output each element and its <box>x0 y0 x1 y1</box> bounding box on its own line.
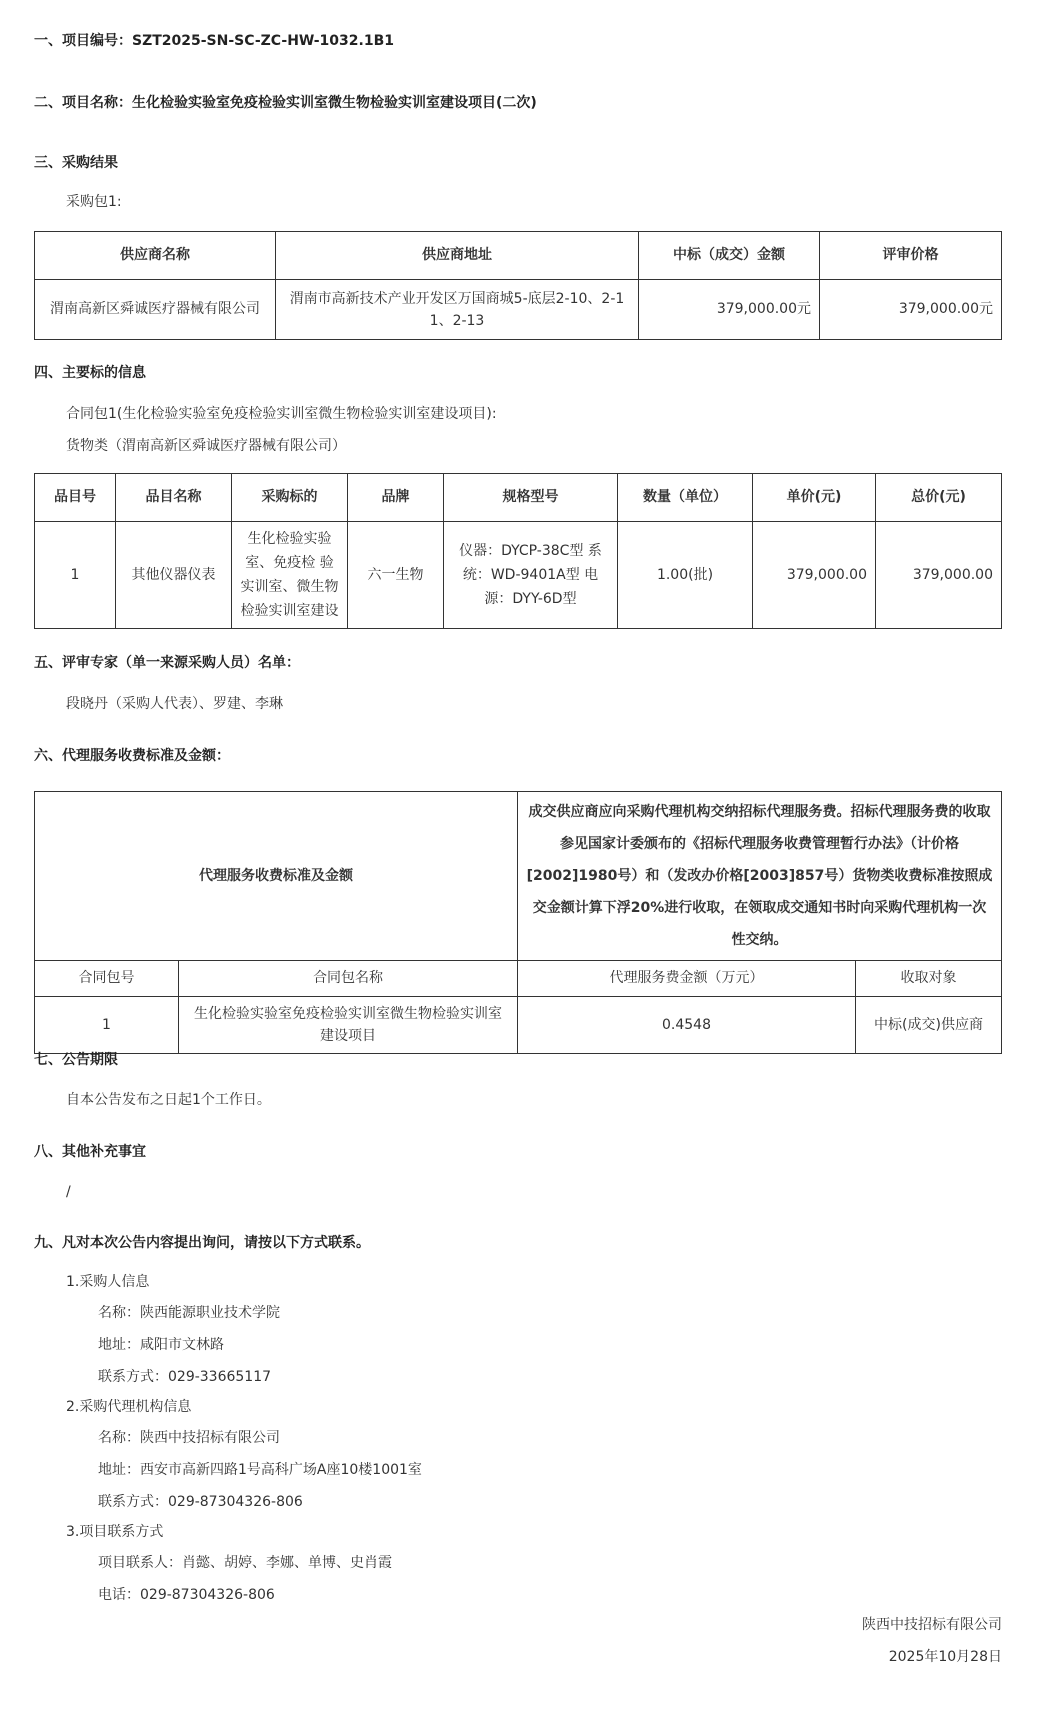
header-award-amount: 中标（成交）金额 <box>639 232 820 280</box>
header-spec: 规格型号 <box>444 474 618 522</box>
package-label: 采购包1: <box>66 194 122 210</box>
project-number-value: SZT2025-SN-SC-ZC-HW-1032.1B1 <box>132 33 394 49</box>
project-number-label: 一、项目编号： <box>34 33 132 49</box>
section7-title: 七、公告期限 <box>34 1052 118 1068</box>
header-contract-no: 合同包号 <box>35 961 179 997</box>
header-item-name: 品目名称 <box>116 474 232 522</box>
project-contact-phone: 电话：029-87304326-806 <box>98 1587 275 1603</box>
section3-title: 三、采购结果 <box>34 155 118 171</box>
header-contract-name: 合同包名称 <box>179 961 518 997</box>
header-unit-price: 单价(元) <box>753 474 876 522</box>
section4-title: 四、主要标的信息 <box>34 365 146 381</box>
notice-period: 自本公告发布之日起1个工作日。 <box>66 1092 271 1108</box>
header-brand: 品牌 <box>348 474 444 522</box>
section5-title: 五、评审专家（单一来源采购人员）名单： <box>34 655 300 671</box>
header-item-no: 品目号 <box>35 474 116 522</box>
fee-standard-notes: 成交供应商应向采购代理机构交纳招标代理服务费。招标代理服务费的收取参见国家计委颁布的《招标代理服务收费管理暂行办法》（计价格[2002]1980号）和（发改办价格[2003]857号）货物类收费标准按照成交金额计算下浮20%进行收取，在领取成交通知书时向采购代理机构一次性交纳。 <box>518 792 1002 961</box>
item-no-cell: 1 <box>35 522 116 629</box>
section6-title: 六、代理服务收费标准及金额： <box>34 748 230 764</box>
project-number <box>34 31 394 52</box>
section8-title: 八、其他补充事宜 <box>34 1144 146 1160</box>
signature-org: 陕西中技招标有限公司 <box>862 1617 1002 1633</box>
project-name-value: 生化检验实验室免疫检验实训室微生物检验实训室建设项目(二次) <box>132 95 537 111</box>
signature-date: 2025年10月28日 <box>888 1649 1002 1665</box>
spec-cell: 仪器：DYCP-38C型 系统：WD-9401A型 电源：DYY-6D型 <box>444 522 618 629</box>
section9-title: 九、凡对本次公告内容提出询问，请按以下方式联系。 <box>34 1235 370 1251</box>
table-row <box>35 522 1002 629</box>
agency-fee-table <box>34 791 1002 1054</box>
contract-no-cell: 1 <box>35 997 179 1054</box>
header-payer: 收取对象 <box>856 961 1002 997</box>
experts-list: 段晓丹（采购人代表）、罗建、李琳 <box>66 696 283 712</box>
contract-name-cell: 生化检验实验室免疫检验实训室微生物检验实训室建设项目 <box>179 997 518 1054</box>
header-supplier-name: 供应商名称 <box>35 232 276 280</box>
table-row <box>35 997 1002 1054</box>
payer-cell: 中标(成交)供应商 <box>856 997 1002 1054</box>
contract-line: 合同包1(生化检验实验室免疫检验实训室微生物检验实训室建设项目): <box>66 406 497 422</box>
project-contact-people: 项目联系人：肖懿、胡婷、李娜、单博、史肖霞 <box>98 1555 392 1571</box>
header-fee-amount: 代理服务费金额（万元） <box>518 961 856 997</box>
item-name-cell: 其他仪器仪表 <box>116 522 232 629</box>
review-price-cell: 379,000.00元 <box>820 280 1002 340</box>
purchaser-contact: 联系方式：029-33665117 <box>98 1369 272 1385</box>
purchaser-name: 名称：陕西能源职业技术学院 <box>98 1305 280 1321</box>
main-subject-table <box>34 473 1002 629</box>
header-total-price: 总价(元) <box>876 474 1002 522</box>
purchaser-address: 地址：咸阳市文林路 <box>98 1337 224 1353</box>
project-name <box>34 93 537 114</box>
award-amount-cell: 379,000.00元 <box>639 280 820 340</box>
supplementary-text: / <box>66 1184 71 1200</box>
purchaser-heading: 1.采购人信息 <box>66 1274 150 1290</box>
agency-heading: 2.采购代理机构信息 <box>66 1399 192 1415</box>
total-price-cell: 379,000.00 <box>876 522 1002 629</box>
header-quantity: 数量（单位） <box>618 474 753 522</box>
supplier-address-cell: 渭南市高新技术产业开发区万国商城5-底层2-10、2-11、2-13 <box>276 280 639 340</box>
header-supplier-address: 供应商地址 <box>276 232 639 280</box>
fee-standard-label: 代理服务收费标准及金额 <box>35 792 518 961</box>
project-contact-heading: 3.项目联系方式 <box>66 1524 164 1540</box>
goods-line: 货物类（渭南高新区舜诚医疗器械有限公司） <box>66 438 346 454</box>
agency-address: 地址：西安市高新四路1号高科广场A座10楼1001室 <box>98 1462 422 1478</box>
project-name-label: 二、项目名称： <box>34 95 132 111</box>
procurement-result-table <box>34 231 1002 340</box>
target-cell: 生化检验实验室、免疫检 验实训室、微生物检验实训室建设 <box>232 522 348 629</box>
header-review-price: 评审价格 <box>820 232 1002 280</box>
agency-contact: 联系方式：029-87304326-806 <box>98 1494 303 1510</box>
quantity-cell: 1.00(批) <box>618 522 753 629</box>
fee-amount-cell: 0.4548 <box>518 997 856 1054</box>
unit-price-cell: 379,000.00 <box>753 522 876 629</box>
header-target: 采购标的 <box>232 474 348 522</box>
brand-cell: 六一生物 <box>348 522 444 629</box>
table-row <box>35 280 1002 340</box>
agency-name: 名称：陕西中技招标有限公司 <box>98 1430 280 1446</box>
supplier-name-cell: 渭南高新区舜诚医疗器械有限公司 <box>35 280 276 340</box>
